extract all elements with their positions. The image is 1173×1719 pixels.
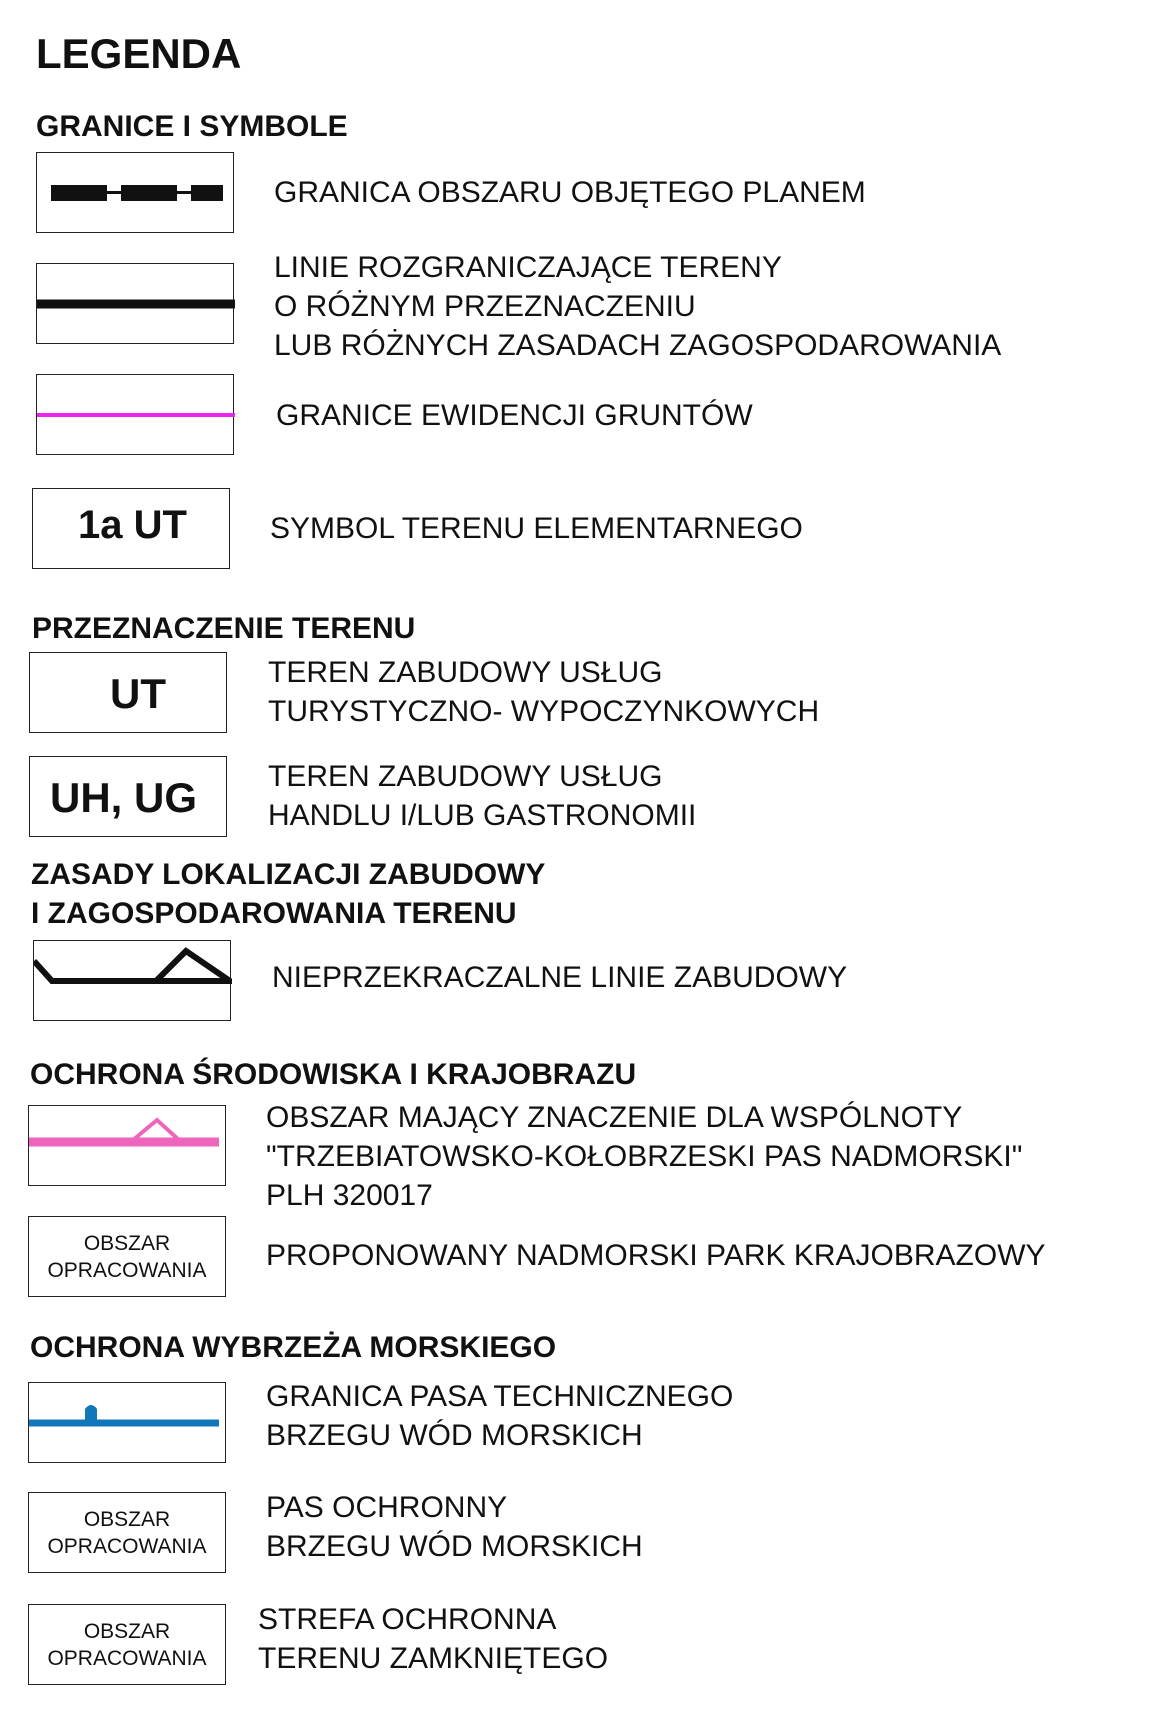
- box-line: OPRACOWANIA: [47, 1647, 207, 1670]
- pink-line-with-triangle: [29, 1106, 227, 1187]
- legend-label-pas-ochronny: [266, 1488, 643, 1566]
- section-heading-przeznaczenie: PRZEZNACZENIE TERENU: [32, 612, 416, 645]
- legend-label-granica-obszaru: GRANICA OBSZARU OBJĘTEGO PLANEM: [274, 176, 866, 209]
- legend-label-granice-ewidencji: GRANICE EWIDENCJI GRUNTÓW: [276, 399, 753, 432]
- symbol-technical-belt: [28, 1382, 226, 1463]
- label-line: BRZEGU WÓD MORSKICH: [266, 1530, 643, 1563]
- label-line: PLH 320017: [266, 1179, 433, 1212]
- label-line: TEREN ZABUDOWY USŁUG: [268, 760, 663, 793]
- symbol-boundary-solid: [36, 263, 234, 344]
- section-heading-ochrona-wybrzeza: OCHRONA WYBRZEŻA MORSKIEGO: [30, 1331, 557, 1364]
- label-line: TURYSTYCZNO- WYPOCZYNKOWYCH: [268, 695, 820, 728]
- section-heading-zasady: [31, 855, 545, 933]
- symbol-uh-ug-box: [29, 756, 227, 837]
- legend-label-park: PROPONOWANY NADMORSKI PARK KRAJOBRAZOWY: [266, 1239, 1046, 1272]
- box-line: OPRACOWANIA: [47, 1259, 207, 1282]
- symbol-elementary-area-box: [32, 488, 230, 569]
- label-line: HANDLU I/LUB GASTRONOMII: [268, 799, 697, 832]
- legend-label-uh-ug: [268, 757, 696, 835]
- legend-label-strefa: [258, 1600, 608, 1678]
- building-line-triangles: [34, 941, 232, 1022]
- magenta-line: [37, 375, 235, 456]
- label-line: O RÓŻNYM PRZEZNACZENIU: [274, 290, 696, 323]
- solid-black-line: [37, 264, 235, 345]
- symbol-protective-belt-box: [28, 1492, 226, 1573]
- symbol-boundary-dashed: [36, 152, 234, 233]
- symbol-park-box: [28, 1216, 226, 1297]
- elementary-area-code: 1a UT: [78, 503, 187, 547]
- legend-label-natura: [266, 1098, 1022, 1215]
- legend-label-linie-rozgraniczajace: [274, 248, 1001, 365]
- label-line: TEREN ZABUDOWY USŁUG: [268, 656, 663, 689]
- legend-title: LEGENDA: [36, 30, 242, 77]
- label-line: BRZEGU WÓD MORSKICH: [266, 1419, 643, 1452]
- legend-label-linie-zabudowy: NIEPRZEKRACZALNE LINIE ZABUDOWY: [272, 961, 848, 994]
- label-line: "TRZEBIATOWSKO-KOŁOBRZESKI PAS NADMORSKI": [266, 1140, 1023, 1173]
- symbol-land-records-boundary: [36, 374, 234, 455]
- section-heading-ochrona-srodowiska: OCHRONA ŚRODOWISKA I KRAJOBRAZU: [30, 1058, 637, 1091]
- protective-belt-box-text: [29, 1506, 225, 1560]
- label-line: PAS OCHRONNY: [266, 1491, 508, 1524]
- legend-label-pas-techniczny: [266, 1377, 733, 1455]
- label-line: LUB RÓŻNYCH ZASADACH ZAGOSPODAROWANIA: [274, 329, 1002, 362]
- symbol-natura-area: [28, 1105, 226, 1186]
- dashed-boundary-line: [37, 153, 235, 234]
- box-line: OBSZAR: [83, 1232, 171, 1255]
- label-line: STREFA OCHRONNA: [258, 1603, 557, 1636]
- box-line: OPRACOWANIA: [47, 1535, 207, 1558]
- heading-line: I ZAGOSPODAROWANIA TERENU: [31, 897, 517, 930]
- box-line: OBSZAR: [83, 1620, 171, 1643]
- blue-line-with-marker: [29, 1383, 227, 1464]
- label-line: GRANICA PASA TECHNICZNEGO: [266, 1380, 734, 1413]
- section-heading-granice: GRANICE I SYMBOLE: [36, 110, 348, 143]
- heading-line: ZASADY LOKALIZACJI ZABUDOWY: [31, 858, 546, 891]
- label-line: LINIE ROZGRANICZAJĄCE TERENY: [274, 251, 782, 284]
- symbol-closed-area-box: [28, 1604, 226, 1685]
- legend-label-symbol-terenu: SYMBOL TERENU ELEMENTARNEGO: [270, 512, 803, 545]
- label-line: TERENU ZAMKNIĘTEGO: [258, 1642, 609, 1675]
- legend-label-ut: [268, 653, 819, 731]
- label-line: OBSZAR MAJĄCY ZNACZENIE DLA WSPÓLNOTY: [266, 1101, 963, 1134]
- uh-ug-code: UH, UG: [50, 774, 197, 821]
- symbol-building-line: [33, 940, 231, 1021]
- box-line: OBSZAR: [83, 1508, 171, 1531]
- ut-code: UT: [110, 670, 166, 717]
- symbol-ut-box: [29, 652, 227, 733]
- closed-area-box-text: [29, 1618, 225, 1672]
- park-box-text: [29, 1230, 225, 1284]
